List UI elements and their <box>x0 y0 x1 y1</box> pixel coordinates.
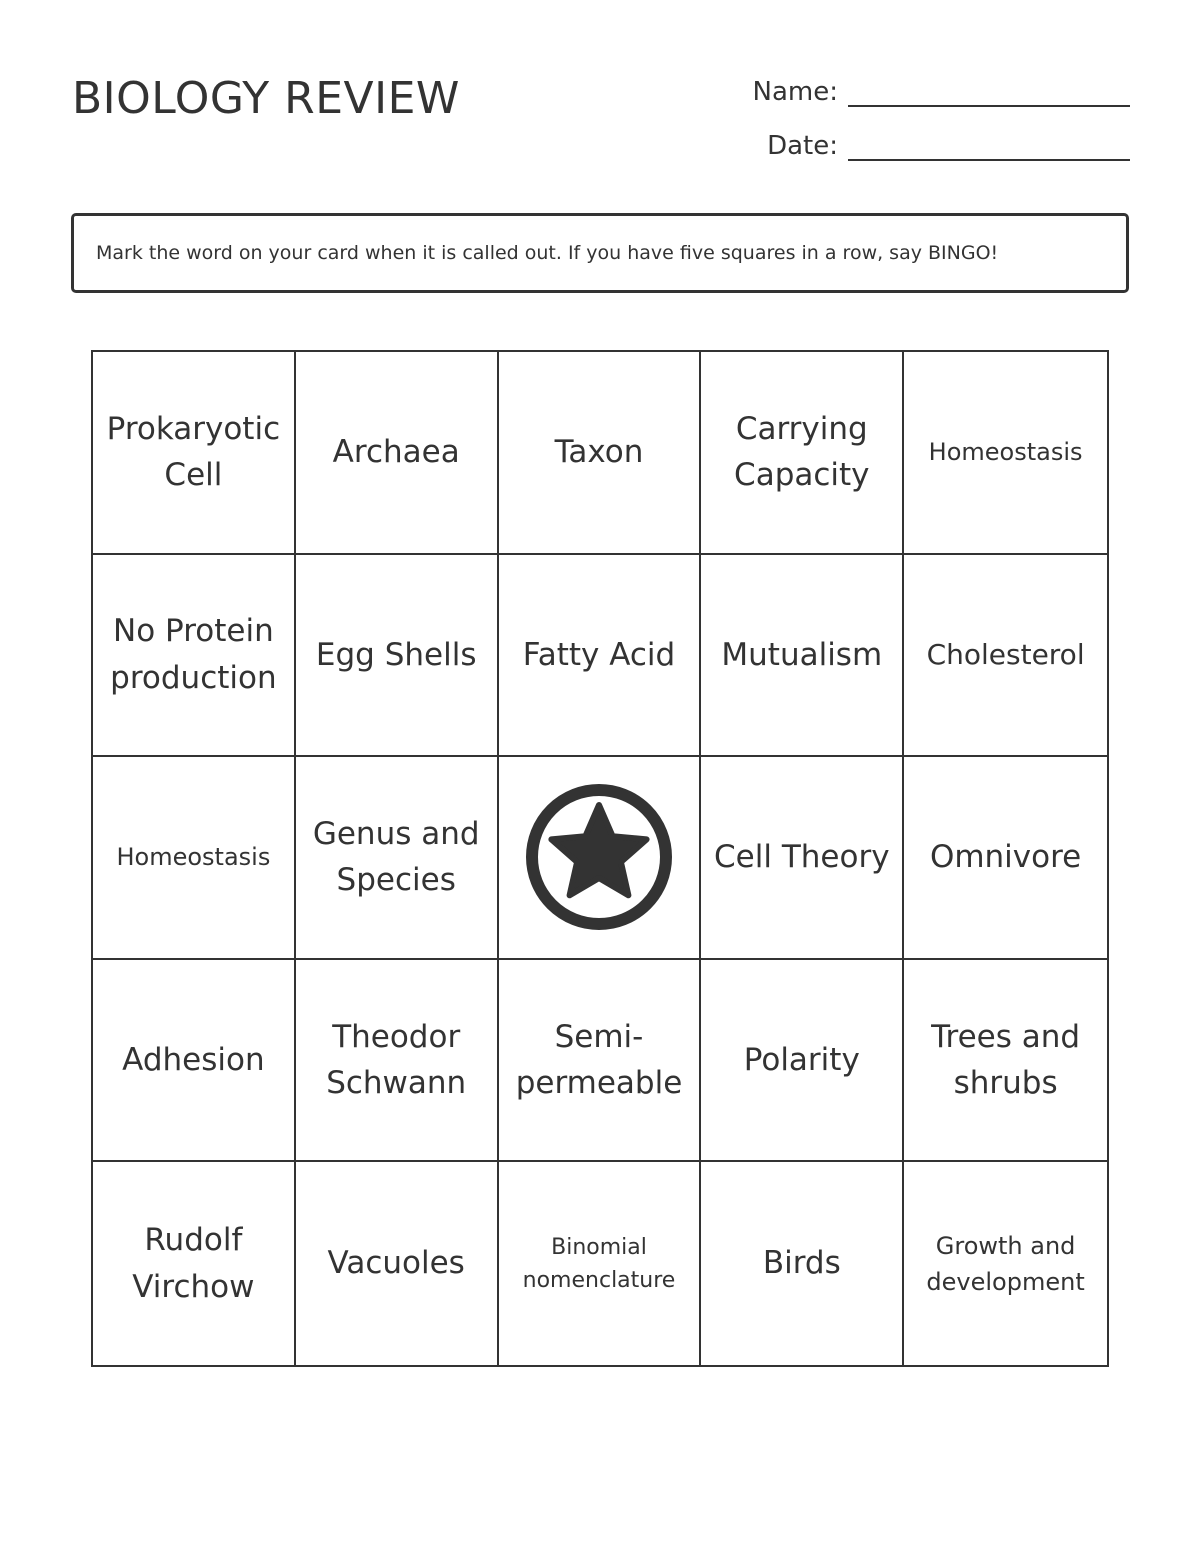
bingo-square[interactable] <box>93 960 296 1163</box>
bingo-square[interactable] <box>701 352 904 555</box>
bingo-square[interactable] <box>93 555 296 758</box>
bingo-square[interactable] <box>701 1162 904 1365</box>
page-title: BIOLOGY REVIEW <box>72 73 460 124</box>
bingo-square-label: Archaea <box>332 434 460 471</box>
free-space-square[interactable] <box>499 757 702 960</box>
name-field-row <box>753 78 1130 107</box>
bingo-square-label: Growth and development <box>926 1231 1085 1296</box>
bingo-square-label: Genus and Species <box>312 815 480 899</box>
bingo-square-label: Cholesterol <box>926 637 1085 671</box>
bingo-square-label: Homeostasis <box>116 843 271 872</box>
date-field-row <box>767 132 1130 161</box>
bingo-square[interactable] <box>296 757 499 960</box>
bingo-square-label: Prokaryotic Cell <box>106 410 281 494</box>
bingo-square-label: Mutualism <box>721 636 883 673</box>
bingo-square-label: Theodor Schwann <box>326 1018 467 1102</box>
bingo-square-label: Polarity <box>743 1041 860 1078</box>
bingo-square[interactable] <box>93 757 296 960</box>
date-blank-line[interactable] <box>848 159 1130 161</box>
bingo-square-label: Omnivore <box>929 839 1082 876</box>
date-label: Date: <box>767 131 838 161</box>
bingo-card <box>91 350 1109 1367</box>
bingo-square-label: Trees and shrubs <box>931 1018 1081 1102</box>
bingo-square-label: Vacuoles <box>327 1245 465 1282</box>
bingo-square[interactable] <box>701 960 904 1163</box>
bingo-square[interactable] <box>296 352 499 555</box>
bingo-square[interactable] <box>296 555 499 758</box>
bingo-square[interactable] <box>499 555 702 758</box>
bingo-square-label: Carrying Capacity <box>734 410 870 494</box>
bingo-square-label: No Protein production <box>110 613 277 696</box>
bingo-square[interactable] <box>904 960 1107 1163</box>
bingo-square-label: Fatty Acid <box>522 636 676 673</box>
bingo-square-label: Egg Shells <box>315 636 477 673</box>
bingo-square[interactable] <box>499 352 702 555</box>
bingo-square-label: Taxon <box>554 434 644 471</box>
instructions-box <box>71 213 1129 293</box>
name-blank-line[interactable] <box>848 105 1130 107</box>
bingo-square[interactable] <box>701 555 904 758</box>
bingo-square[interactable] <box>904 555 1107 758</box>
name-label: Name: <box>752 77 838 107</box>
bingo-square-label: Rudolf Virchow <box>132 1222 255 1305</box>
bingo-square[interactable] <box>904 1162 1107 1365</box>
bingo-square-label: Binomial nomenclature <box>522 1234 676 1293</box>
bingo-square[interactable] <box>93 1162 296 1365</box>
bingo-square[interactable] <box>499 1162 702 1365</box>
bingo-square-label: Birds <box>762 1245 841 1282</box>
bingo-square[interactable] <box>296 1162 499 1365</box>
bingo-square[interactable] <box>904 757 1107 960</box>
bingo-square[interactable] <box>499 960 702 1163</box>
bingo-square-label: Homeostasis <box>928 438 1083 467</box>
bingo-square[interactable] <box>93 352 296 555</box>
star-in-circle-icon <box>525 783 673 931</box>
bingo-square-label: Adhesion <box>122 1041 265 1078</box>
bingo-square-label: Semi-permeable <box>515 1018 683 1102</box>
instructions-text: Mark the word on your card when it is called out. If you have five squares in a row, say BINGO! <box>96 242 999 264</box>
bingo-square-label: Cell Theory <box>714 839 890 876</box>
bingo-square[interactable] <box>904 352 1107 555</box>
bingo-square[interactable] <box>296 960 499 1163</box>
bingo-square[interactable] <box>701 757 904 960</box>
